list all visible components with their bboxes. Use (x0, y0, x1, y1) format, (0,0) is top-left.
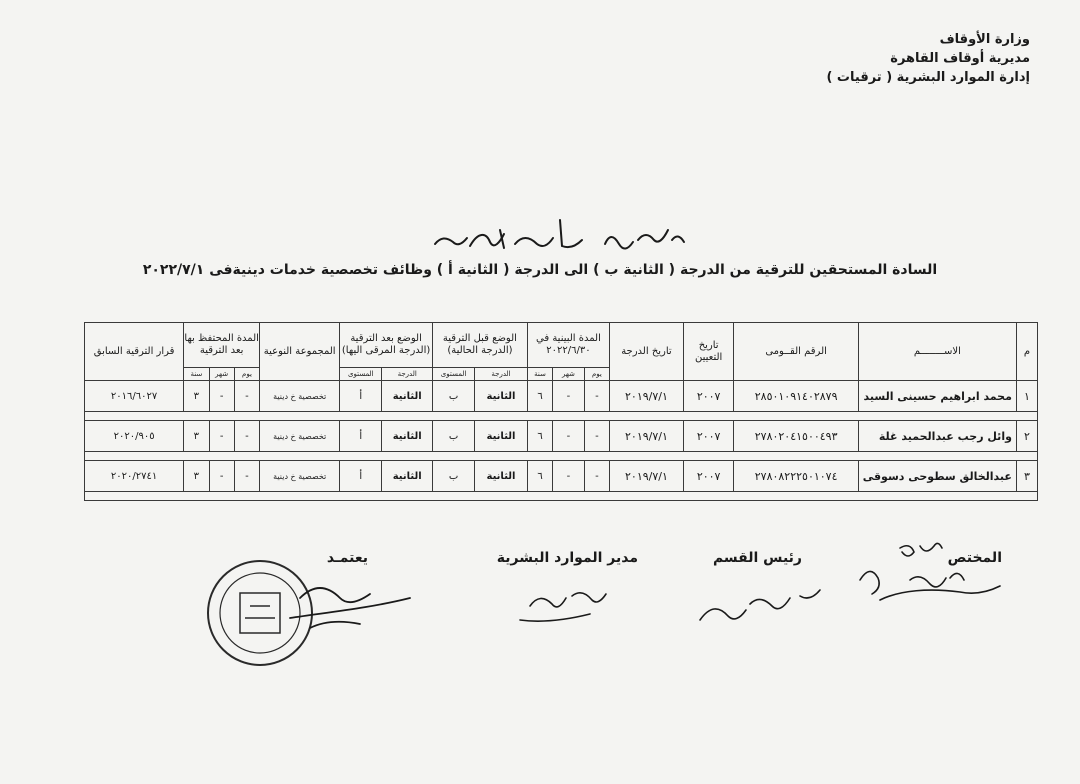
directorate-name: مديرية أوقاف القاهرة (890, 51, 1030, 66)
table-row (85, 461, 1038, 492)
header-grade-date: تاريخ الدرجة (610, 323, 684, 381)
cell-interim-day: - (584, 381, 609, 412)
cell-grade-date: ٢٠١٩/٧/١ (610, 421, 684, 452)
sub-day: يوم (584, 368, 609, 381)
cell-appointment: ٢٠٠٧ (683, 421, 734, 452)
organization-header (826, 30, 1030, 87)
header-index: م (1016, 323, 1037, 381)
cell-name: وائل رجب عبدالحميد غلة (858, 421, 1016, 452)
cell-previous-decision: ٢٠١٦/٦٠٢٧ (85, 381, 184, 412)
cell-after-grade: الثانية (382, 421, 433, 452)
cell-retained-year: ٣ (184, 461, 209, 492)
cell-grade-date: ٢٠١٩/٧/١ (610, 461, 684, 492)
cell-after-level: أ (340, 461, 382, 492)
sub-day: يوم (234, 368, 259, 381)
cell-index: ٣ (1016, 461, 1037, 492)
cell-interim-month: - (553, 381, 585, 412)
ministry-name: وزارة الأوقاف (939, 32, 1030, 47)
signature-label-hr-director: مدير الموارد البشرية (496, 550, 638, 566)
header-interim-period: المدة البينية في ٢٠٢٢/٦/٣٠ (527, 323, 609, 368)
cell-interim-month: - (553, 461, 585, 492)
department-name: إدارة الموارد البشرية ( ترقيات ) (826, 70, 1030, 85)
cell-retained-day: - (234, 381, 259, 412)
header-group: المجموعة النوعية (260, 323, 340, 381)
sub-year: سنة (527, 368, 552, 381)
cell-appointment: ٢٠٠٧ (683, 461, 734, 492)
cell-interim-year: ٦ (527, 421, 552, 452)
table-row (85, 421, 1038, 452)
header-national-id: الرقم القــومى (734, 323, 858, 381)
header-previous-decision: قرار الترقية السابق (85, 323, 184, 381)
cell-before-grade: الثانية (475, 461, 528, 492)
table-row (85, 381, 1038, 412)
cell-name: عبدالخالق سطوحى دسوقى (858, 461, 1016, 492)
header-name: الاســــــــم (858, 323, 1016, 381)
sub-level: المستوى (340, 368, 382, 381)
hr-director-signature (510, 582, 620, 627)
cell-before-level: ب (432, 461, 474, 492)
specialist-signature (840, 540, 1020, 620)
cell-national-id: ٢٧٨٠٢٠٤١٥٠٠٤٩٣ (734, 421, 858, 452)
approval-stamp-and-signature (200, 548, 420, 678)
cell-appointment: ٢٠٠٧ (683, 381, 734, 412)
handwritten-reference-note (430, 210, 690, 258)
cell-group: تخصصية خ دينية (260, 421, 340, 452)
promotion-table (84, 322, 1038, 501)
sub-month: شهر (209, 368, 234, 381)
sub-grade: الدرجة (382, 368, 433, 381)
signature-label-section-head: رئيس القسم (712, 550, 802, 566)
cell-national-id: ٢٧٨٠٨٢٢٢٥٠١٠٧٤ (734, 461, 858, 492)
cell-previous-decision: ٢٠٢٠/٢٧٤١ (85, 461, 184, 492)
cell-previous-decision: ٢٠٢٠/٩٠٥ (85, 421, 184, 452)
signature-label-approved: يعتمـد (326, 550, 368, 566)
cell-group: تخصصية خ دينية (260, 381, 340, 412)
cell-interim-day: - (584, 461, 609, 492)
cell-before-level: ب (432, 421, 474, 452)
header-appointment-date: تاريخ التعيين (683, 323, 734, 381)
cell-interim-month: - (553, 421, 585, 452)
cell-before-grade: الثانية (475, 421, 528, 452)
sub-month: شهر (553, 368, 585, 381)
cell-retained-month: - (209, 421, 234, 452)
cell-grade-date: ٢٠١٩/٧/١ (610, 381, 684, 412)
sub-level: المستوى (432, 368, 474, 381)
cell-after-grade: الثانية (382, 381, 433, 412)
sub-grade: الدرجة (475, 368, 528, 381)
cell-national-id: ٢٨٥٠١٠٩١٤٠٢٨٧٩ (734, 381, 858, 412)
cell-retained-day: - (234, 421, 259, 452)
cell-retained-day: - (234, 461, 259, 492)
cell-retained-year: ٣ (184, 381, 209, 412)
cell-retained-year: ٣ (184, 421, 209, 452)
cell-index: ٢ (1016, 421, 1037, 452)
cell-after-level: أ (340, 421, 382, 452)
header-retained-period: المدة المحتفظ بها بعد الترقية (184, 323, 260, 368)
cell-name: محمد ابراهيم حسينى السيد (858, 381, 1016, 412)
signature-label-specialist: المختص (947, 550, 1002, 566)
cell-retained-month: - (209, 461, 234, 492)
cell-after-grade: الثانية (382, 461, 433, 492)
cell-index: ١ (1016, 381, 1037, 412)
cell-group: تخصصية خ دينية (260, 461, 340, 492)
cell-after-level: أ (340, 381, 382, 412)
cell-retained-month: - (209, 381, 234, 412)
header-after-promotion: الوضع بعد الترقية (الدرجة المرقى اليها) (340, 323, 433, 368)
cell-before-level: ب (432, 381, 474, 412)
cell-interim-year: ٦ (527, 381, 552, 412)
document-heading: السادة المستحقين للترقية من الدرجة ( الثانية ب ) الى الدرجة ( الثانية أ ) وظائف تخصصية خدمات دينيةفى ٢٠٢٢/٧/١ (142, 262, 938, 278)
sub-year: سنة (184, 368, 209, 381)
header-before-promotion: الوضع قبل الترقية (الدرجة الحالية) (432, 323, 527, 368)
cell-before-grade: الثانية (475, 381, 528, 412)
section-head-signature (690, 580, 840, 630)
cell-interim-year: ٦ (527, 461, 552, 492)
cell-interim-day: - (584, 421, 609, 452)
